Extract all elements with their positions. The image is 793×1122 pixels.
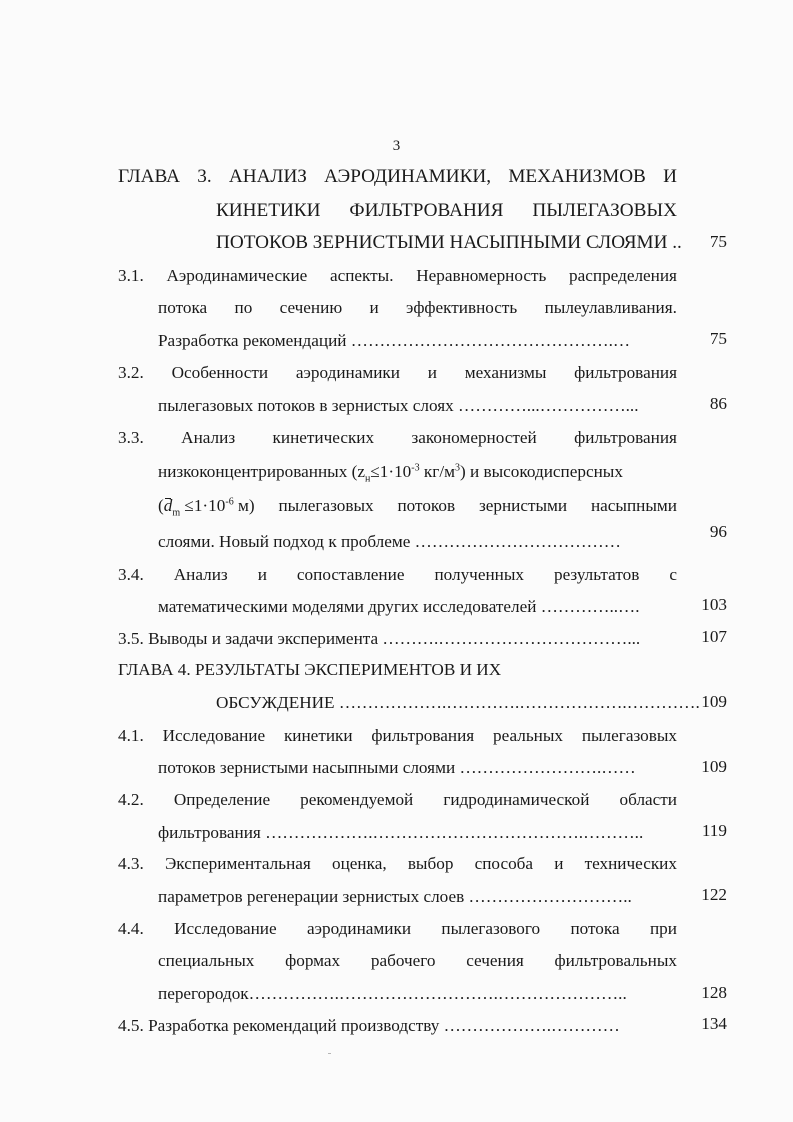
toc-page-ref: 134 [701,1014,727,1033]
toc-line: 3.3. Анализ кинетических закономерностей фильтрования [118,428,677,447]
scan-speck [328,1053,331,1054]
toc-line: параметров регенерации зернистых слоев ……………………….. [158,887,632,906]
toc-line: КИНЕТИКИ ФИЛЬТРОВАНИЯ ПЫЛЕГАЗОВЫХ [216,200,677,221]
toc-page-ref: 96 [709,522,727,541]
toc-line: ОБСУЖДЕНИЕ ……………….………….……………….…………. [216,693,700,712]
toc-line-formula: ($d_m \le 1\cdot 10^{-6}$ м) пылегазовых потоков зернистыми насыпными [158,496,677,519]
toc-line: 3.2. Особенности аэродинамики и механизмы фильтрования [118,363,677,382]
toc-line: ГЛАВА 4. РЕЗУЛЬТАТЫ ЭКСПЕРИМЕНТОВ И ИХ [118,660,502,679]
toc-line: ГЛАВА 3. АНАЛИЗ АЭРОДИНАМИКИ, МЕХАНИЗМОВ И [118,166,677,187]
toc-page-ref: 107 [701,627,727,646]
toc-page-ref: 75 [709,329,727,348]
toc-line: 4.2. Определение рекомендуемой гидродинамической области [118,790,677,809]
toc-line: ПОТОКОВ ЗЕРНИСТЫМИ НАСЫПНЫМИ СЛОЯМИ .. [216,232,682,253]
d-mean-symbol: d [163,496,173,515]
toc-line: специальных формах рабочего сечения фильтровальных [158,951,677,970]
toc-page-ref: 103 [701,595,727,614]
toc-line: перегородок…………….……………………….………………….. [158,984,627,1003]
toc-line: потоков зернистыми насыпными слоями …………………….…… [158,758,636,777]
toc-page-ref: 109 [701,692,727,711]
toc-page-ref: 128 [701,983,727,1002]
toc-line: пылегазовых потоков в зернистых слоях …………...……………... [158,396,639,415]
toc-line: Разработка рекомендаций ……………………………………….… [158,331,631,350]
page-number: 3 [392,138,401,154]
toc-page-ref: 119 [701,821,727,840]
toc-line: 3.1. Аэродинамические аспекты. Неравномерность распределения [118,266,677,285]
toc-line: математическими моделями других исследователей …………..…. [158,597,640,616]
toc-line: 4.4. Исследование аэродинамики пылегазового потока при [118,919,677,938]
toc-line: потока по сечению и эффективность пылеулавливания. [158,298,677,317]
toc-line: 4.1. Исследование кинетики фильтрования реальных пылегазовых [118,726,677,745]
toc-page-ref: 75 [709,232,727,251]
toc-line: фильтрования ……………….……………………………….……….. [158,823,644,842]
toc-line: 4.5. Разработка рекомендаций производству ……………….………… [118,1016,620,1035]
toc-line-formula: низкоконцентрированных ($z_н\le 1\cdot 10^{-3}$ $кг/м^3$) и высокодисперсных [158,462,623,485]
toc-page-ref: 109 [701,757,727,776]
toc-page-ref: 86 [709,394,727,413]
toc-page-ref: 122 [701,885,727,904]
toc-line: 3.5. Выводы и задачи эксперимента ……….……………………………... [118,629,641,648]
toc-line: слоями. Новый подход к проблеме ……………………………… [158,532,621,551]
toc-line: 4.3. Экспериментальная оценка, выбор способа и технических [118,854,677,873]
toc-line: 3.4. Анализ и сопоставление полученных результатов с [118,565,677,584]
